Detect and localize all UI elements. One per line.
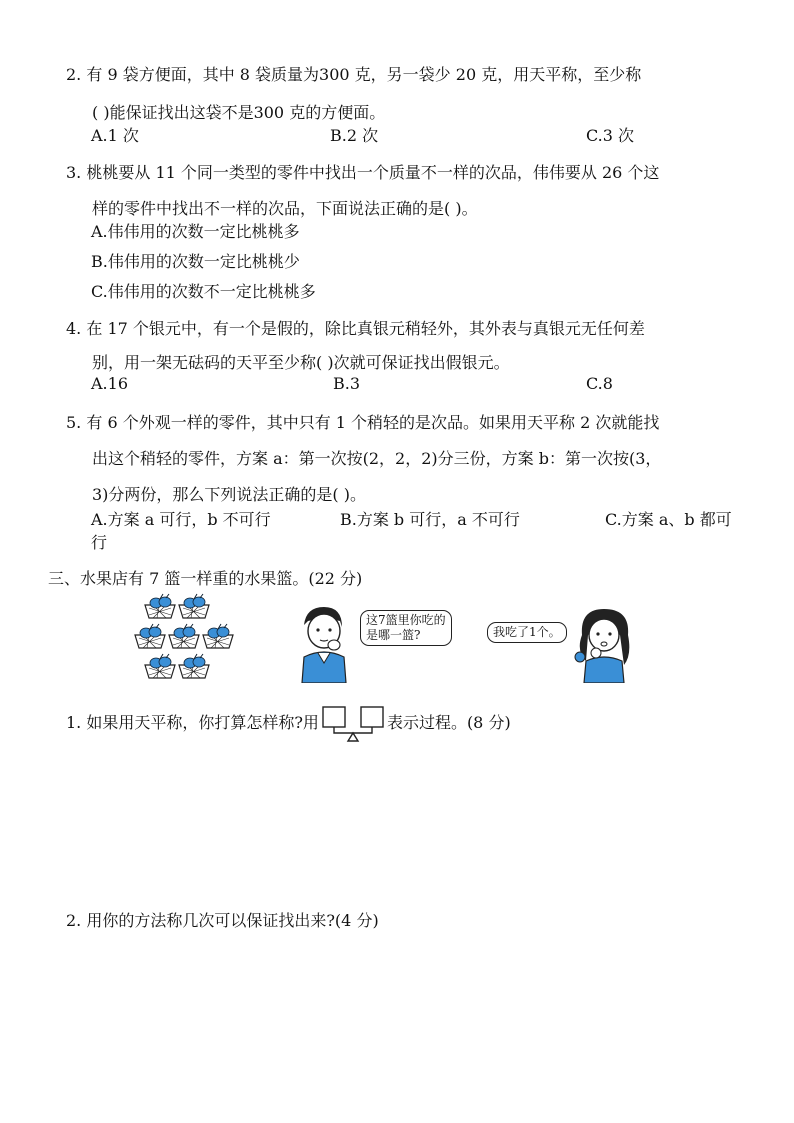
sub1-line: [66, 704, 511, 743]
boy-bubble-line2: 是哪一篮?: [366, 628, 421, 642]
boy-bubble-line1: 这7篮里你吃的: [366, 613, 446, 627]
balance-scale-icon: [321, 705, 385, 743]
answer-area-1[interactable]: [60, 745, 740, 895]
q3-option-b: B.伟伟用的次数一定比桃桃少: [91, 252, 300, 271]
q2-line2: ( )能保证找出这袋不是300 克的方便面。: [92, 103, 386, 122]
q5-option-c: C.方案 a、b 都可: [605, 510, 732, 529]
q2-option-b: B.2 次: [330, 126, 379, 145]
boy-illustration: [294, 603, 354, 683]
section3-heading: 三、水果店有 7 篮一样重的水果篮。(22 分): [48, 569, 363, 588]
q2-option-a: A.1 次: [91, 126, 139, 145]
boy-speech-bubble: [360, 610, 452, 646]
girl-speech-bubble: 我吃了1个。: [487, 622, 567, 643]
q4-option-a: A.16: [91, 374, 128, 393]
q3-line2: 样的零件中找出不一样的次品，下面说法正确的是( )。: [92, 199, 478, 218]
q5-line2: 出这个稍轻的零件，方案 a：第一次按(2，2，2)分三份，方案 b：第一次按(3，: [92, 449, 662, 468]
q5-line1: 5. 有 6 个外观一样的零件，其中只有 1 个稍轻的是次品。如果用天平称 2 次就能找: [66, 413, 660, 432]
q3-option-a: A.伟伟用的次数一定比桃桃多: [91, 222, 300, 241]
q5-line3: 3)分两份，那么下列说法正确的是( )。: [92, 485, 366, 504]
q4-line1: 4. 在 17 个银元中，有一个是假的，除比真银元稍轻外，其外表与真银元无任何差: [66, 319, 645, 338]
q4-line2: 别，用一架无砝码的天平至少称( )次就可保证找出假银元。: [92, 353, 510, 372]
q4-option-b: B.3: [333, 374, 361, 393]
q2-option-c: C.3 次: [586, 126, 635, 145]
q3-option-c: C.伟伟用的次数不一定比桃桃多: [91, 282, 316, 301]
sub1-text-after: 表示过程。(8 分): [386, 713, 511, 732]
sub2-line: 2. 用你的方法称几次可以保证找出来?(4 分): [66, 911, 379, 930]
q5-option-a: A.方案 a 可行，b 不可行: [91, 510, 271, 529]
girl-illustration: [572, 605, 638, 683]
q3-line1: 3. 桃桃要从 11 个同一类型的零件中找出一个质量不一样的次品，伟伟要从 26 个这: [66, 163, 660, 182]
answer-area-2[interactable]: [60, 940, 740, 1100]
sub1-text-before: 1. 如果用天平称，你打算怎样称?用: [66, 713, 319, 732]
q4-option-c: C.8: [586, 374, 613, 393]
q5-option-b: B.方案 b 可行，a 不可行: [340, 510, 520, 529]
q5-option-c-wrap: 行: [91, 533, 108, 552]
fruit-baskets-illustration: [132, 590, 242, 682]
q2-line1: 2. 有 9 袋方便面，其中 8 袋质量为300 克，另一袋少 20 克，用天平称，至少称: [66, 65, 642, 84]
